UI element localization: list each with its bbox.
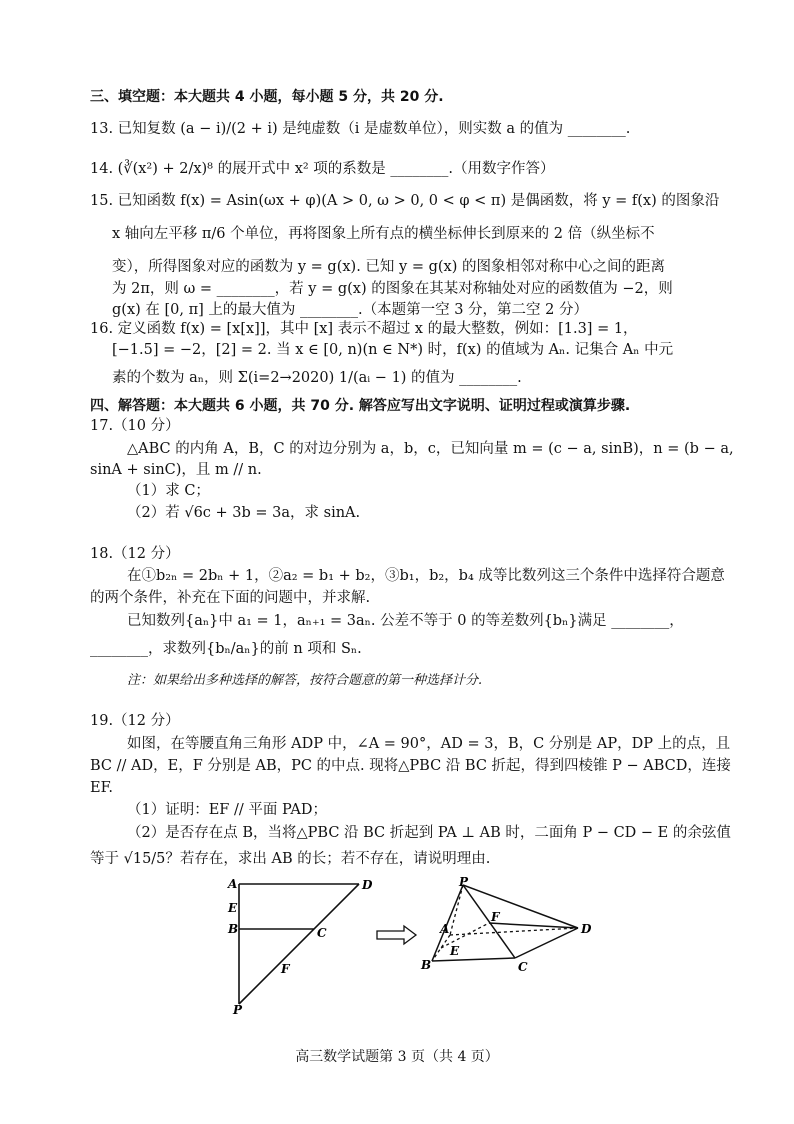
question-16-line3: 素的个数为 aₙ，则 Σ(i=2→2020) 1/(aᵢ − 1) 的值为 ________.	[112, 370, 522, 386]
label-b: B	[421, 958, 432, 972]
question-15-line1: 15. 已知函数 f(x) = Asin(ωx + φ)(A > 0, ω > 0, 0 < φ < π) 是偶函数，将 y = f(x) 的图象沿	[90, 193, 720, 209]
question-19-part2: （2）是否存在点 B，当将△PBC 沿 BC 折起到 PA ⊥ AB 时，二面角 P − CD − E 的余弦值	[127, 825, 731, 841]
edge-bc	[432, 958, 515, 961]
label-c: C	[518, 960, 528, 974]
question-15-line5: g(x) 在 [0, π] 上的最大值为 ________.（本题第一空 3 分，第二空 2 分）	[112, 302, 588, 318]
section4-title: 四、解答题：本大题共 6 小题，共 70 分. 解答应写出文字说明、证明过程或演算步骤.	[90, 398, 631, 414]
edge-cd	[515, 928, 578, 958]
question-16-line1: 16. 定义函数 f(x) = [x[x]]，其中 [x] 表示不超过 x 的最大整数，例如：[1.3] = 1，	[90, 321, 638, 337]
question-19-line2: BC // AD，E，F 分别是 AB，PC 的中点. 现将△PBC 沿 BC 折起，得到四棱锥 P − ABCD，连接	[90, 758, 731, 774]
pyramid-figure	[418, 876, 598, 976]
segment-dp	[239, 884, 359, 1004]
page-footer: 高三数学试题第 3 页（共 4 页）	[295, 1049, 499, 1065]
question-17-part2: （2）若 √6c + 3b = 3a，求 sinA.	[127, 505, 361, 521]
label-e: E	[450, 944, 460, 958]
question-16-line2: [−1.5] = −2，[2] = 2. 当 x ∈ [0, n)(n ∈ N*) 时，f(x) 的值域为 Aₙ. 记集合 Aₙ 中元	[112, 342, 674, 358]
label-f: F	[281, 962, 290, 976]
question-17-line2: sinA + sinC)，且 m // n.	[90, 462, 262, 478]
question-15-line4: 为 2π，则 ω = ________，若 y = g(x) 的图象在其某对称轴处对应的函数值为 −2，则	[112, 281, 673, 297]
label-b: B	[228, 922, 239, 936]
label-a: A	[440, 922, 450, 936]
question-19-part1: （1）证明：EF // 平面 PAD；	[127, 802, 327, 818]
question-18-note: 注：如果给出多种选择的解答，按符合题意的第一种选择计分.	[127, 673, 483, 688]
section3-title: 三、填空题：本大题共 4 小题，每小题 5 分，共 20 分.	[90, 89, 444, 105]
question-17-part1: （1）求 C；	[127, 483, 210, 499]
question-19-line1: 如图，在等腰直角三角形 ADP 中，∠A = 90°，AD = 3，B，C 分别是 AP，DP 上的点，且	[127, 736, 731, 752]
triangle-adp-figure	[225, 872, 375, 1017]
right-arrow-icon	[374, 924, 420, 946]
question-14: 14. (∛(x²) + 2/x)⁸ 的展开式中 x² 项的系数是 ________.（用数字作答）	[90, 161, 555, 177]
question-13: 13. 已知复数 (a − i)/(2 + i) 是纯虚数（i 是虚数单位），则实数 a 的值为 ________.	[90, 121, 631, 137]
edge-pa	[450, 885, 463, 935]
question-19-head: 19.（12 分）	[90, 713, 180, 729]
question-19-part3: 等于 √15/5？若存在，求出 AB 的长；若不存在，请说明理由.	[90, 851, 491, 867]
label-p: P	[459, 876, 469, 889]
question-17-head: 17.（10 分）	[90, 418, 180, 434]
label-c: C	[317, 926, 327, 940]
question-18-line1: 在①b₂ₙ = 2bₙ + 1，②a₂ = b₁ + b₂，③b₁，b₂，b₄ 成等比数列这三个条件中选择符合题意	[127, 568, 725, 584]
question-17-line1: △ABC 的内角 A，B，C 的对边分别为 a，b，c，已知向量 m = (c − a, sinB)，n = (b − a,	[127, 441, 734, 457]
question-18-head: 18.（12 分）	[90, 546, 180, 562]
question-15-line2: x 轴向左平移 π/6 个单位，再将图象上所有点的横坐标伸长到原来的 2 倍（纵坐标不	[112, 226, 655, 242]
label-a: A	[228, 877, 238, 891]
label-d: D	[362, 878, 373, 892]
question-18-line2: 的两个条件，补充在下面的问题中，并求解.	[90, 590, 371, 606]
label-p: P	[233, 1003, 243, 1017]
question-15-line3: 变），所得图象对应的函数为 y = g(x). 已知 y = g(x) 的图象相邻对称中心之间的距离	[112, 259, 665, 275]
edge-pc	[463, 885, 515, 958]
question-19-line3: EF.	[90, 780, 113, 796]
label-e: E	[228, 901, 238, 915]
label-d: D	[581, 922, 592, 936]
question-18-line4: ________，求数列{bₙ/aₙ}的前 n 项和 Sₙ.	[90, 641, 362, 657]
edge-pd	[463, 885, 578, 928]
question-18-line3: 已知数列{aₙ}中 a₁ = 1，aₙ₊₁ = 3aₙ. 公差不等于 0 的等差数列{bₙ}满足 ________，	[127, 613, 684, 629]
label-f: F	[491, 910, 500, 924]
